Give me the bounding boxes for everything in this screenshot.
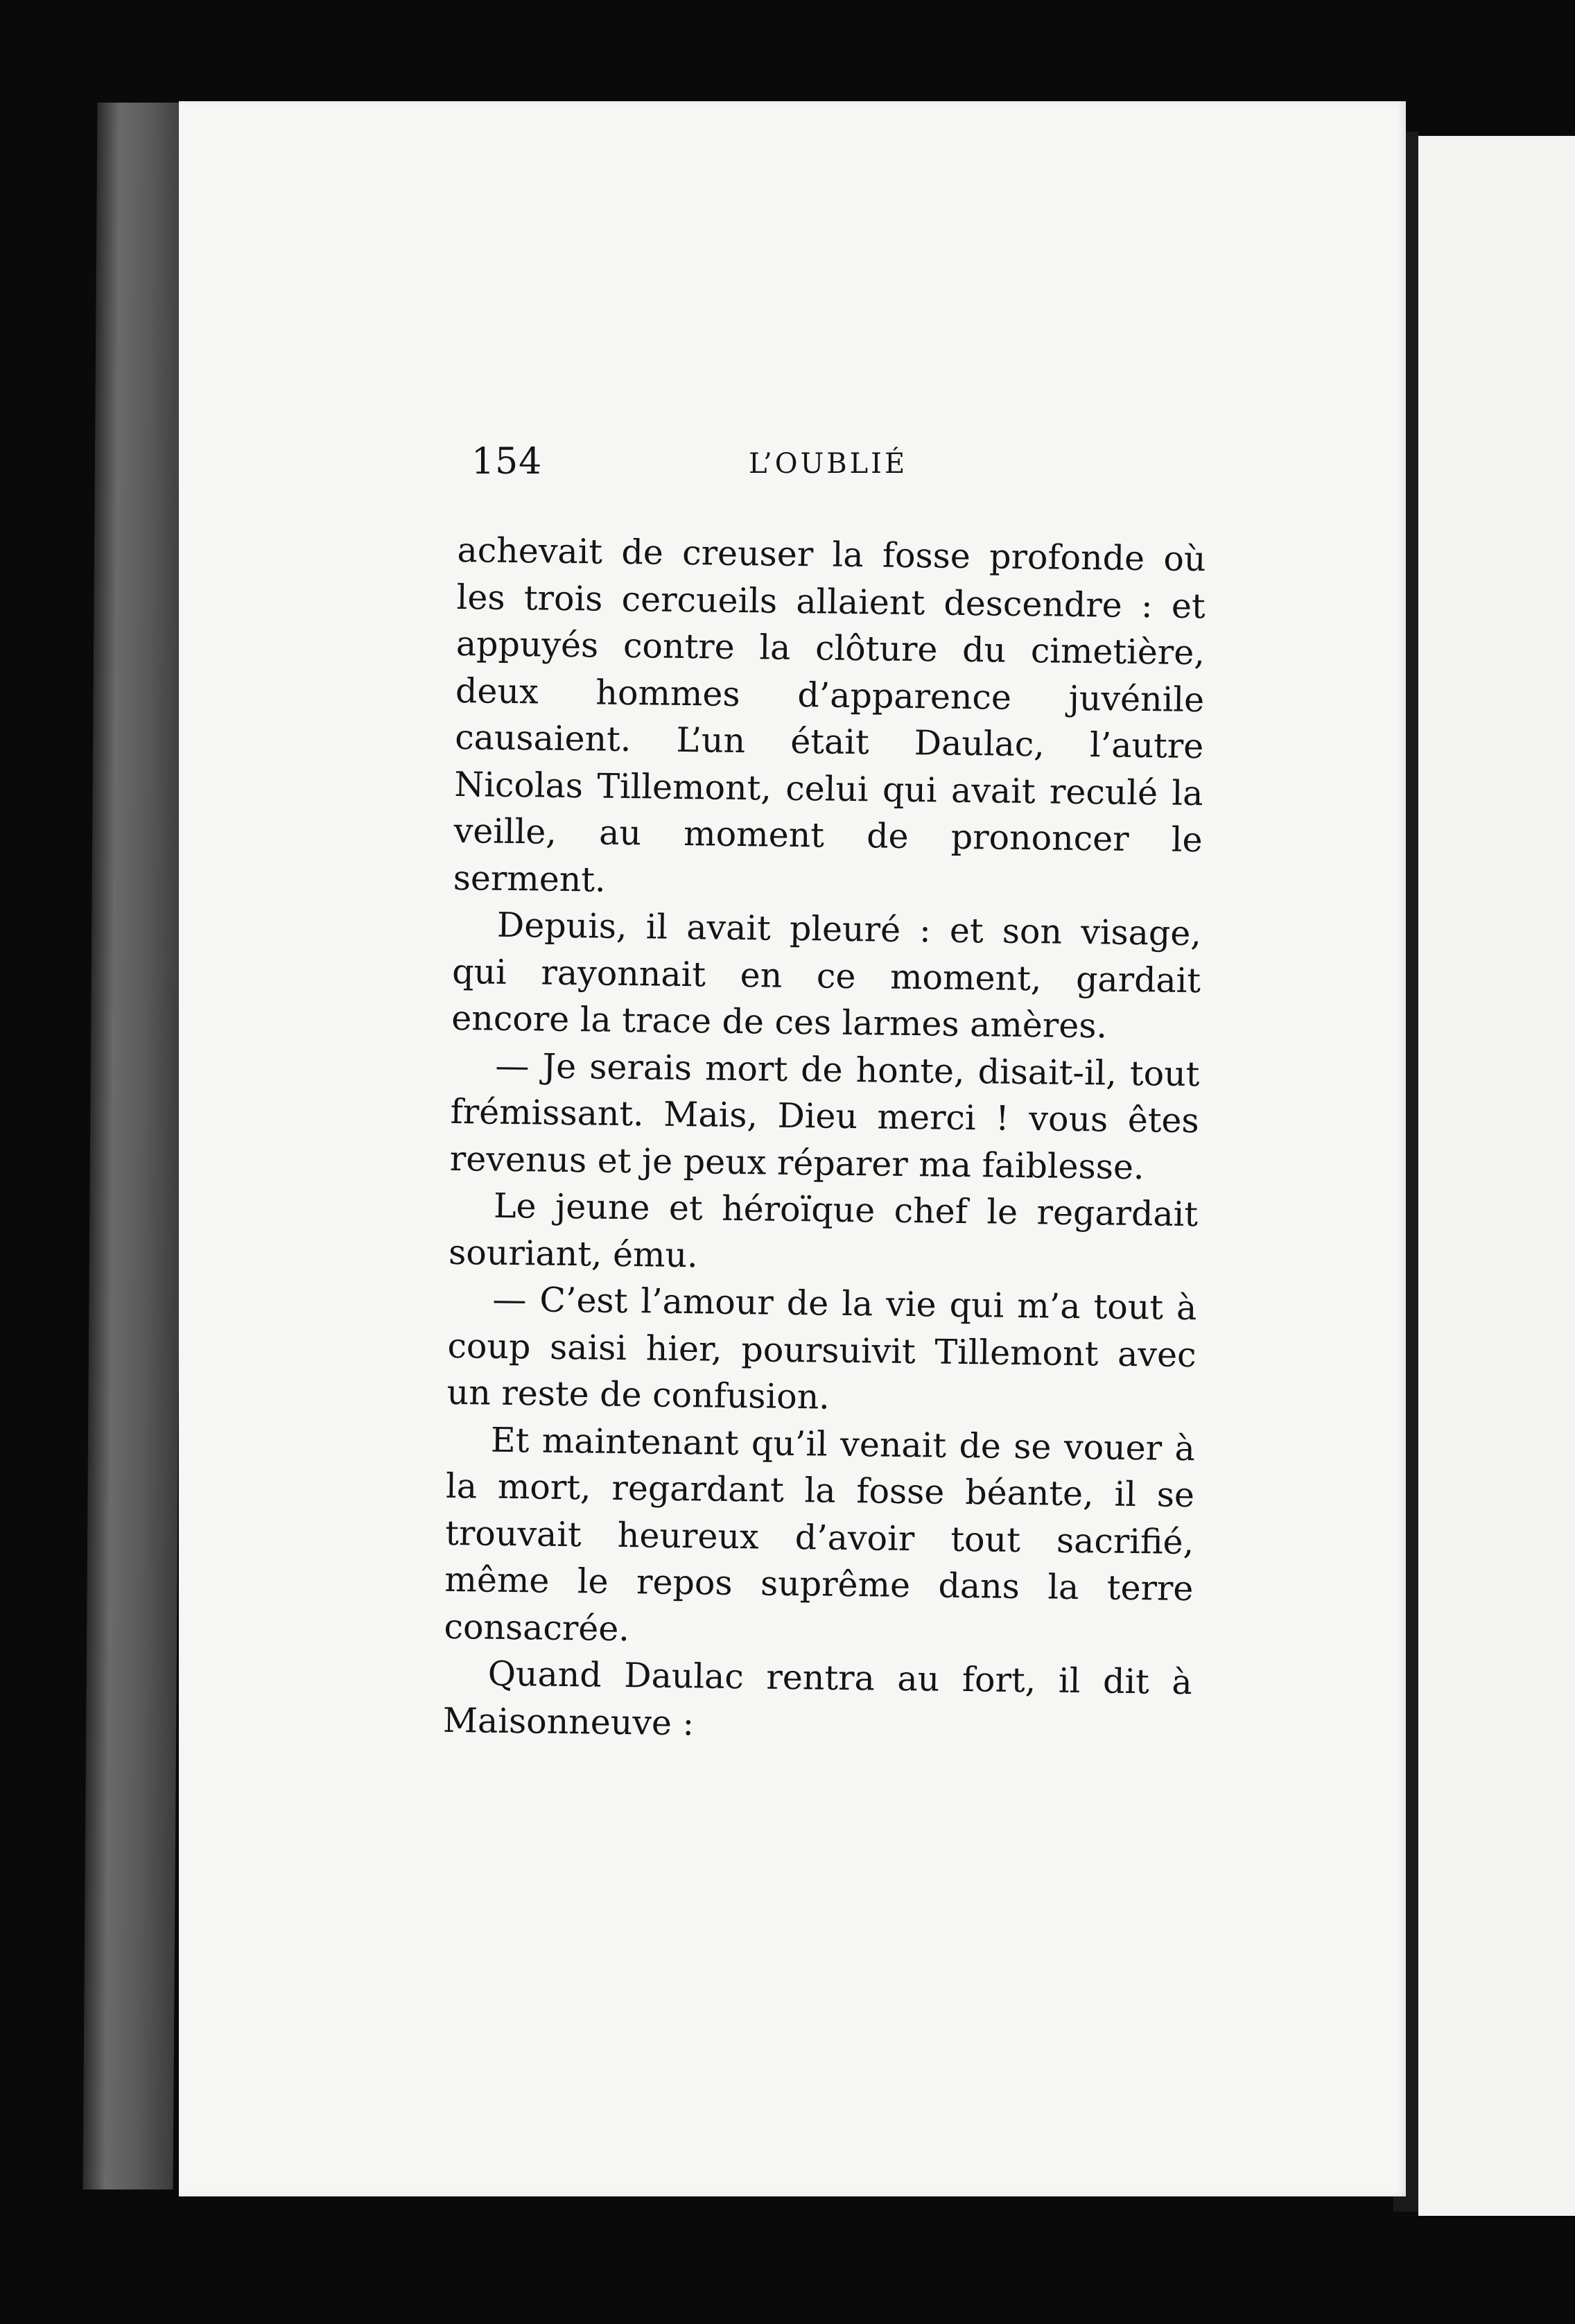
paragraph: Le jeune et héroïque chef le regardait souriant, ému. [448, 1186, 1199, 1275]
paragraph: Quand Daulac rentra au fort, il dit à Maisonneuve : [442, 1654, 1193, 1743]
running-title: L’OUBLIÉ [749, 448, 908, 480]
paragraph: Et maintenant qu’il venait de se vouer à la mort, regardant la fosse béante, il se trouvait heureux d’avoir tout sacrifié, même le repos suprême dans la terre consacrée. [444, 1420, 1196, 1649]
body-text [443, 527, 1206, 1753]
next-page [1418, 136, 1575, 2216]
page-number: 154 [471, 441, 543, 483]
paragraph: Depuis, il avait pleuré : et son visage, qui rayonnait en ce moment, gardait encore la trace de ces larmes amères. [451, 905, 1202, 1046]
page-edge [82, 103, 187, 2189]
paragraph: — C’est l’amour de la vie qui m’a tout à coup saisi hier, poursuivit Tillemont avec un reste de confusion. [446, 1279, 1197, 1417]
paragraph: achevait de creuser la fosse profonde où les trois cercueils allaient descendre : et appuyés contre la clôture du cimetière, deux hommes d’apparence juvénile causaient. L’un était Daulac, l’autre Nicolas Tillemont, celui qui avait reculé la veille, au moment de prononcer le serment. [453, 530, 1206, 900]
paragraph: — Je serais mort de honte, disait-il, tout frémissant. Mais, Dieu merci ! vous êtes revenus et je peux réparer ma faiblesse. [449, 1046, 1200, 1187]
page-header [471, 441, 1234, 496]
